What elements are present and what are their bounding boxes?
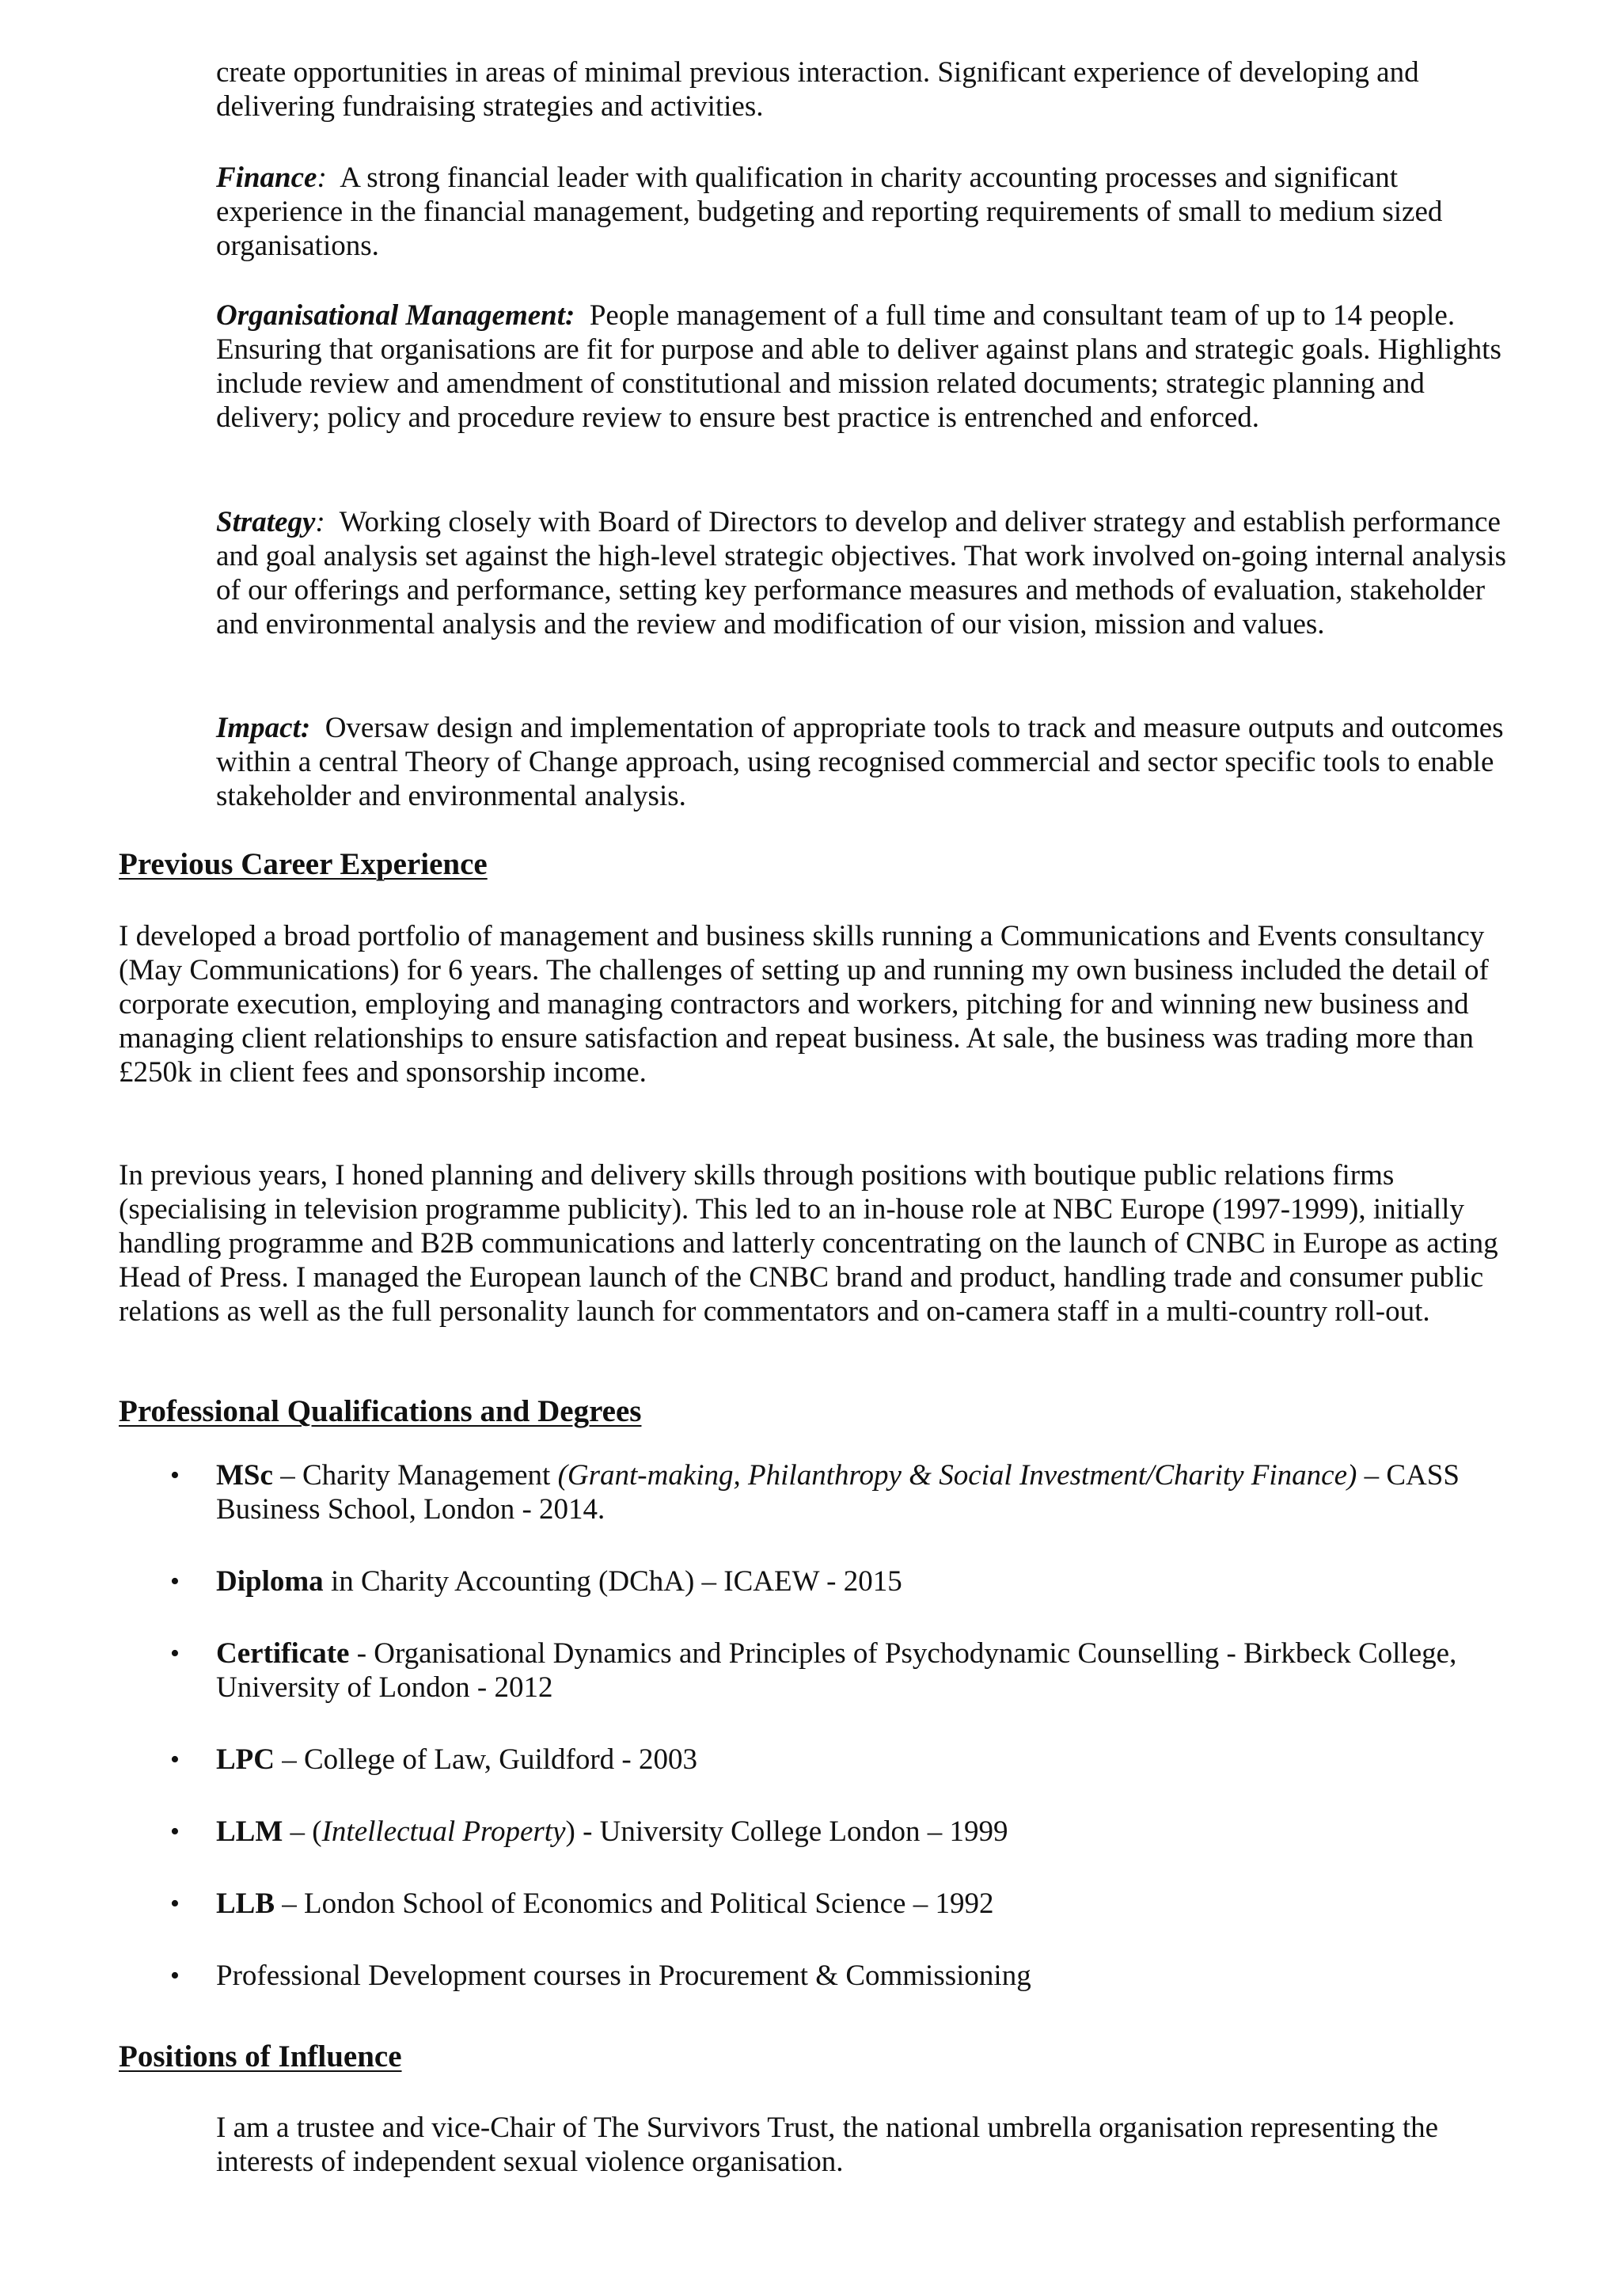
qualification-name: LLM [216, 1815, 283, 1848]
qualification-detail: – London School of Economics and Political Science – 1992 [275, 1887, 994, 1920]
qualification-specialism: (Grant-making, Philanthropy & Social Investment/Charity Finance) – [557, 1459, 1380, 1492]
qualification-detail: – College of Law, Guildford - 2003 [275, 1743, 697, 1776]
skill-finance [216, 161, 1530, 263]
skill-organisational-management [216, 298, 1530, 435]
qualification-detail: in Charity Accounting (DChA) – ICAEW - 2015 [323, 1565, 902, 1598]
previous-career-paragraph: In previous years, I honed planning and delivery skills through positions with boutique public relations firms (specialising in television programme publicity). This led to an in-house role at NBC Europe (1997-1999), initially handling programme and B2B communications and latterly concentrating on the launch of CNBC in Europe as acting Head of Press. I managed the European launch of the CNBC brand and product, handling trade and consumer public relations as well as the full personality launch for commentators and on-camera staff in a multi-country roll-out. [119, 1159, 1498, 1328]
influence-heading: Positions of Influence [119, 2039, 402, 2074]
qualification-name: Certificate [216, 1637, 350, 1670]
bullet-icon: • [170, 1817, 180, 1846]
intro-continuation: create opportunities in areas of minimal previous interaction. Significant experience of developing and delivering fundraising strategies and activities. [216, 56, 1419, 123]
bullet-icon: • [170, 1461, 180, 1490]
list-item [170, 1636, 1530, 1705]
bullet-icon: • [170, 1567, 180, 1596]
skill-colon: : [315, 506, 325, 538]
list-item [170, 1815, 1530, 1849]
qualification-detail: – Charity Management [272, 1459, 558, 1492]
list-item [170, 1743, 1530, 1777]
skill-text: Oversaw design and implementation of appropriate tools to track and measure outputs and outcomes within a central Theory of Change approach, using recognised commercial and sector specific tools to enable stakeholder and environmental analysis. [216, 712, 1504, 812]
list-item [170, 1458, 1530, 1526]
list-item [170, 1564, 1530, 1598]
skill-text: People management of a full time and consultant team of up to 14 people. Ensuring that organisations are fit for purpose and able to deliver against plans and strategic goals. Highlights include review and amendment of constitutional and mission related documents; strategic planning and delivery; policy and procedure review to ensure best practice is entrenched and enforced. [216, 299, 1501, 434]
qualification-name: MSc [216, 1459, 273, 1492]
qualification-detail: - Organisational Dynamics and Principles of Psychodynamic Counselling - Birkbeck College, University of London - 2012 [216, 1637, 1457, 1704]
qualification-detail: – ( [283, 1815, 322, 1848]
qualification-name: Diploma [216, 1565, 324, 1598]
skill-term: Strategy [216, 506, 316, 538]
influence-text: I am a trustee and vice-Chair of The Survivors Trust, the national umbrella organisation representing the interests of independent sexual violence organisation. [216, 2112, 1439, 2178]
qualification-detail: Professional Development courses in Procurement & Commissioning [216, 1960, 1031, 1992]
bullet-icon: • [170, 1889, 180, 1918]
qualification-institution: CASS Business School, London - 2014. [216, 1459, 1460, 1526]
skill-text: A strong financial leader with qualification in charity accounting processes and significant experience in the financial management, budgeting and reporting requirements of small to medium sized organisations. [216, 162, 1443, 262]
previous-career-paragraph: I developed a broad portfolio of management and business skills running a Communications and Events consultancy (May Communications) for 6 years. The challenges of setting up and running my own business included the detail of corporate execution, employing and managing contractors and workers, pitching for and winning new business and managing client relationships to ensure satisfaction and repeat business. At sale, the business was trading more than £250k in client fees and sponsorship income. [119, 920, 1489, 1089]
bullet-icon: • [170, 1961, 180, 1990]
qualifications-list [170, 1458, 1530, 2031]
skill-text: Working closely with Board of Directors to develop and deliver strategy and establish performance and goal analysis set against the high-level strategic objectives. That work involved on-going internal analysis of our offerings and performance, setting key performance measures and methods of evaluation, stakeholder and environmental analysis and the review and modification of our vision, mission and values. [216, 506, 1506, 641]
bullet-icon: • [170, 1745, 180, 1774]
skill-strategy [216, 505, 1530, 641]
list-item [170, 1959, 1530, 1993]
qualification-name: LLB [216, 1887, 275, 1920]
skill-term: Finance [216, 162, 317, 194]
qualification-name: LPC [216, 1743, 275, 1776]
qualification-specialism: Intellectual Property [321, 1815, 566, 1848]
skill-impact [216, 711, 1530, 813]
previous-career-heading: Previous Career Experience [119, 847, 488, 881]
skill-colon: : [317, 162, 327, 194]
qualifications-heading: Professional Qualifications and Degrees [119, 1394, 642, 1428]
list-item [170, 1887, 1530, 1921]
qualification-institution: ) - University College London – 1999 [565, 1815, 1008, 1848]
bullet-icon: • [170, 1639, 180, 1668]
skill-term: Organisational Management: [216, 299, 575, 332]
skill-term: Impact: [216, 712, 311, 744]
